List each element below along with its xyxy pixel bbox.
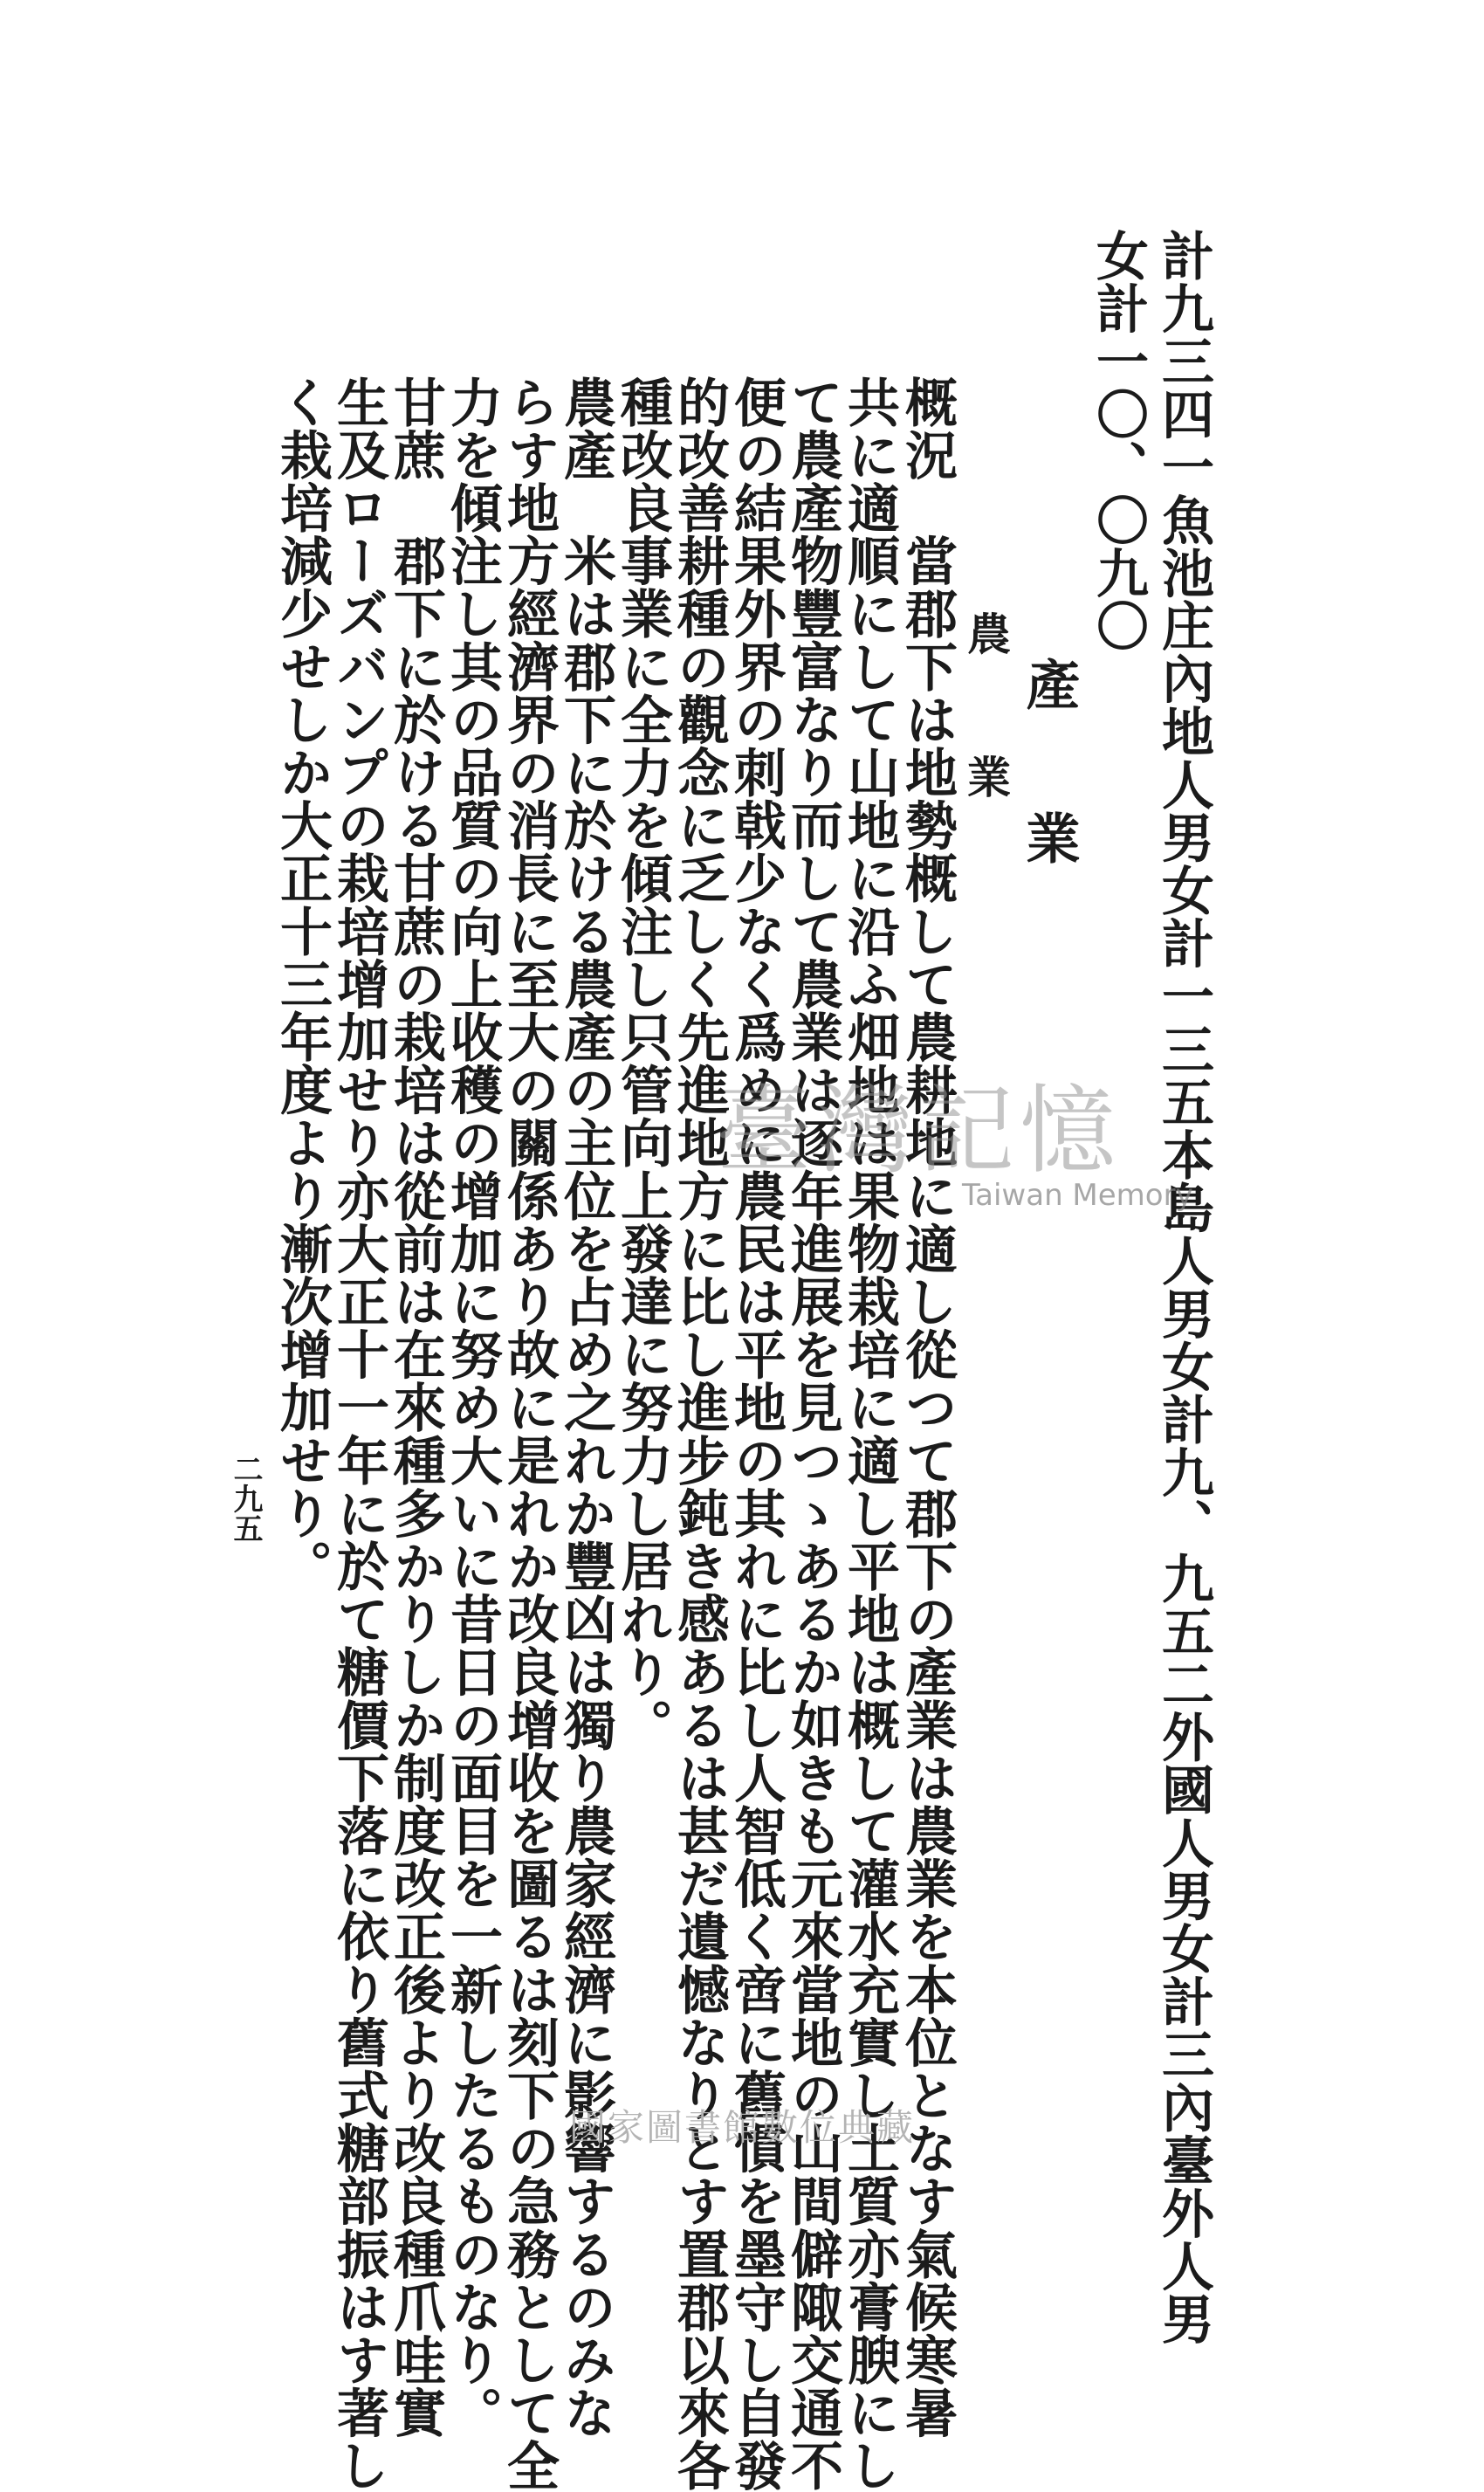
page-number: 二九五 xyxy=(228,1454,263,1543)
text-column-12: 甘蔗 郡下に於ける甘蔗の栽培は從前は在來種多かりしか制度改正後より改良種爪哇實 xyxy=(385,375,446,2440)
taiwan-memory-watermark xyxy=(716,1075,1205,1222)
section-heading: 產業 xyxy=(1017,657,1081,964)
watermark-logo-text: 臺灣記憶 xyxy=(716,1075,1121,1187)
text-column-5: て農產物豐富なり而して農業は逐年進展を見つゝあるか如きも元來當地の山間僻陬交通不 xyxy=(782,375,843,2492)
watermark-logo-subtext: Taiwan Memory xyxy=(962,1178,1193,1213)
text-column-3: 概況 當郡下は地勢概して農耕地に適し從つて郡下の產業は農業を本位となす氣候寒暑 xyxy=(897,375,958,2440)
text-column-14: く栽培減少せしか大正十三年度より漸次增加せり。 xyxy=(271,375,333,1593)
text-column-7: 的改善耕種の觀念に乏しく先進地方に比し進步鈍き感あるは甚だ遺憾なりとす置郡以來各 xyxy=(669,375,730,2492)
text-column-4: 共に適順にして山地に沿ふ畑地は果物栽培に適し平地は概して灌水充實し土質亦膏腴にし xyxy=(839,375,900,2492)
text-column-10: らす地方經濟界の消長に至大の關係あり故に是れか改良增收を圖るは刻下の急務として全 xyxy=(498,375,560,2492)
text-column-13: 生及ローズバンプの栽培增加せり亦大正十一年に於て糖價下落に依り舊式糖部振はす著し xyxy=(328,375,389,2492)
text-column-8: 種改良事業に全力を傾注し只管向上發達に努力し居れり。 xyxy=(612,375,673,1752)
text-column-6: 便の結果外界の刺戟少なく爲めに農民は平地の其れに比し人智低く啻に舊慣を墨守し自發 xyxy=(725,375,787,2492)
text-column-2: 女計一〇、〇九〇 xyxy=(1088,229,1149,652)
library-footer: 國家圖書館數位典藏 xyxy=(568,2106,915,2149)
text-column-9: 農產 米は郡下に於ける農產の主位を占め之れか豐凶は獨り農家經濟に影響するのみな xyxy=(555,375,616,2440)
sub-heading: 農業 xyxy=(960,611,1012,898)
text-column-1: 計九三四一魚池庄內地人男女計一三五本島人男女計九、九五二外國人男女計三內臺外人男 xyxy=(1153,229,1214,2345)
text-column-11: 力を傾注し其の品質の向上收穫の增加に努め大いに昔日の面目を一新したるものなり。 xyxy=(442,375,503,2440)
